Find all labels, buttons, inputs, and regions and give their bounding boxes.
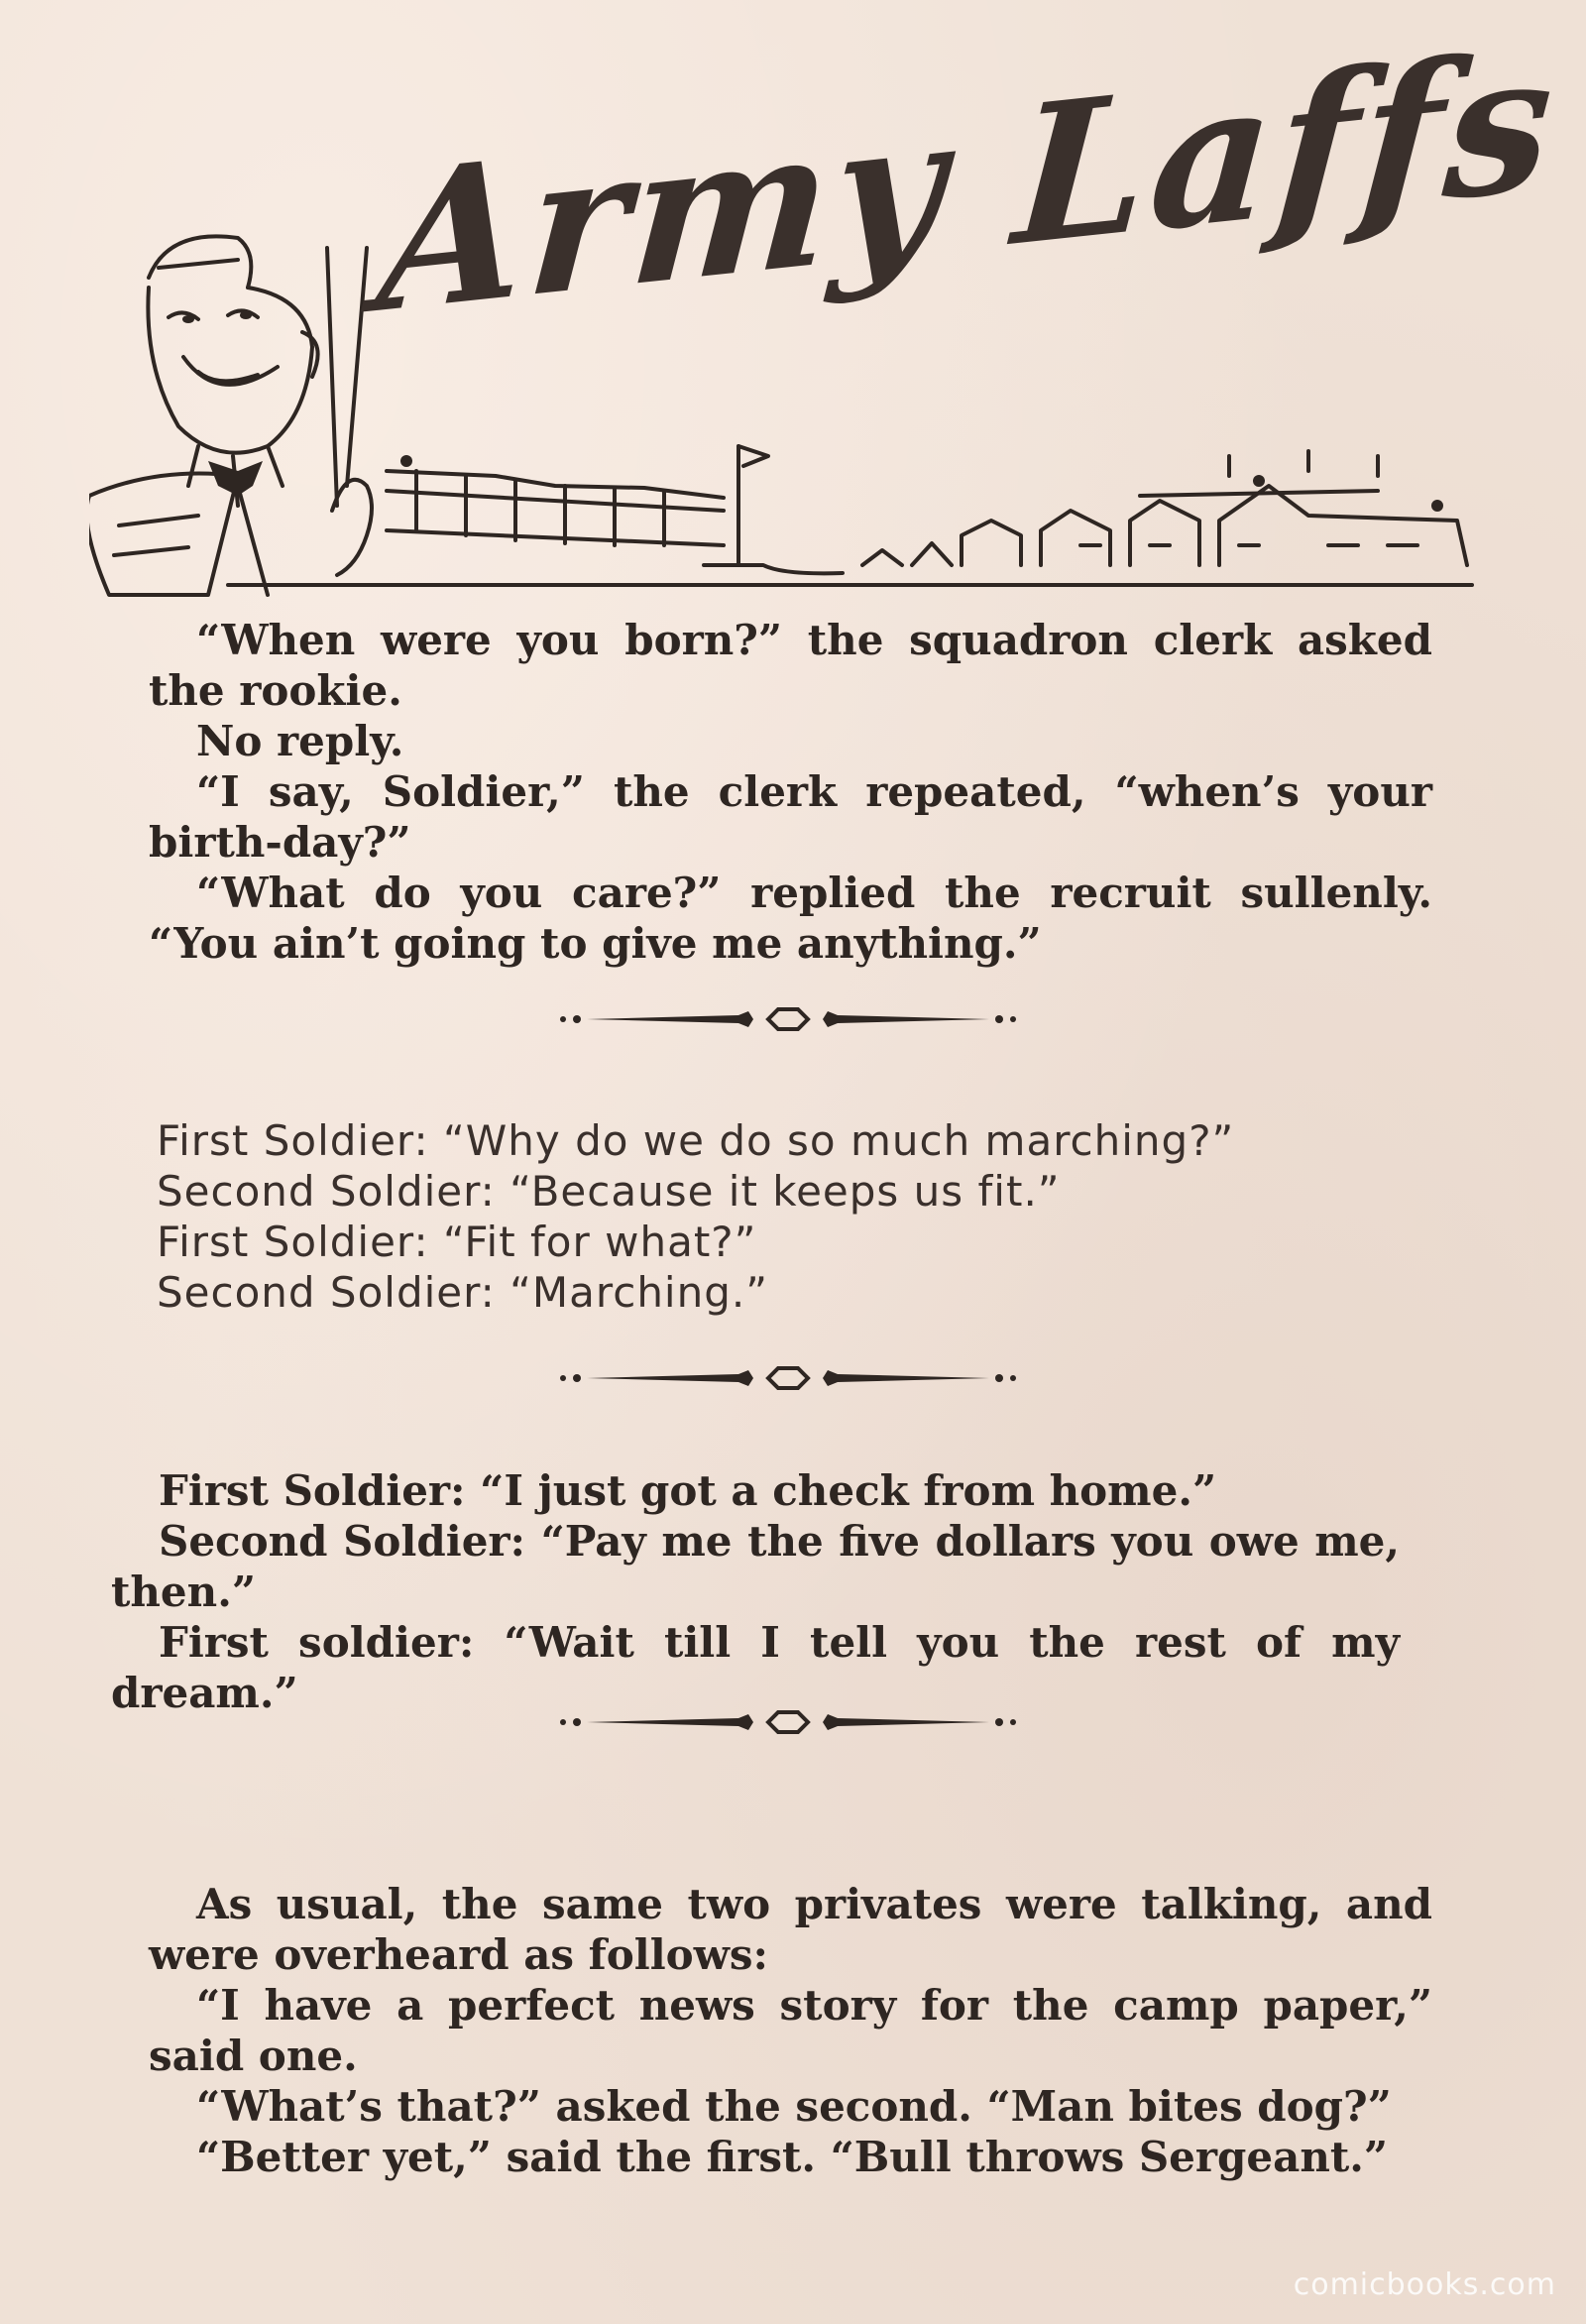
joke-4-paragraph: “What’s that?” asked the second. “Man bites dog?” <box>196 2082 1392 2131</box>
joke-2-line: First Soldier: “Why do we do so much marching?” <box>157 1116 1235 1165</box>
joke-1-paragraph: “When were you born?” the squadron clerk asked the rookie. <box>149 616 1432 715</box>
ornament-divider <box>555 1707 1021 1737</box>
ornament-divider <box>555 1004 1021 1034</box>
header <box>89 8 1563 605</box>
joke-3 <box>111 1465 1400 1718</box>
joke-4 <box>149 1879 1432 2182</box>
joke-1-paragraph: “I say, Soldier,” the clerk repeated, “when’s your birth-day?” <box>149 767 1432 867</box>
watermark: comicbooks.com <box>1293 2267 1556 2302</box>
joke-2-line: Second Soldier: “Because it keeps us fit.” <box>157 1167 1061 1216</box>
joke-2-line: First Soldier: “Fit for what?” <box>157 1218 757 1266</box>
joke-4-paragraph: “I have a perfect news story for the camp paper,” said one. <box>149 1981 1432 2080</box>
joke-3-paragraph: Second Soldier: “Pay me the five dollars you owe me, then.” <box>111 1517 1400 1616</box>
joke-4-paragraph: “Better yet,” said the first. “Bull throws Sergeant.” <box>196 2133 1389 2181</box>
joke-1-paragraph: No reply. <box>196 717 404 765</box>
joke-3-paragraph: First Soldier: “I just got a check from home.” <box>159 1466 1217 1515</box>
joke-3-paragraph: First soldier: “Wait till I tell you the rest of my dream.” <box>111 1618 1400 1717</box>
joke-4-paragraph: As usual, the same two privates were talking, and were overheard as follows: <box>149 1880 1432 1979</box>
joke-1-paragraph: “What do you care?” replied the recruit sullenly. “You ain’t going to give me anything.” <box>149 869 1432 968</box>
joke-2-line: Second Soldier: “Marching.” <box>157 1268 768 1317</box>
page-title: Army Laffs <box>372 8 1563 356</box>
joke-2 <box>157 1115 1440 1318</box>
joke-1 <box>149 615 1432 969</box>
ornament-divider <box>555 1363 1021 1393</box>
